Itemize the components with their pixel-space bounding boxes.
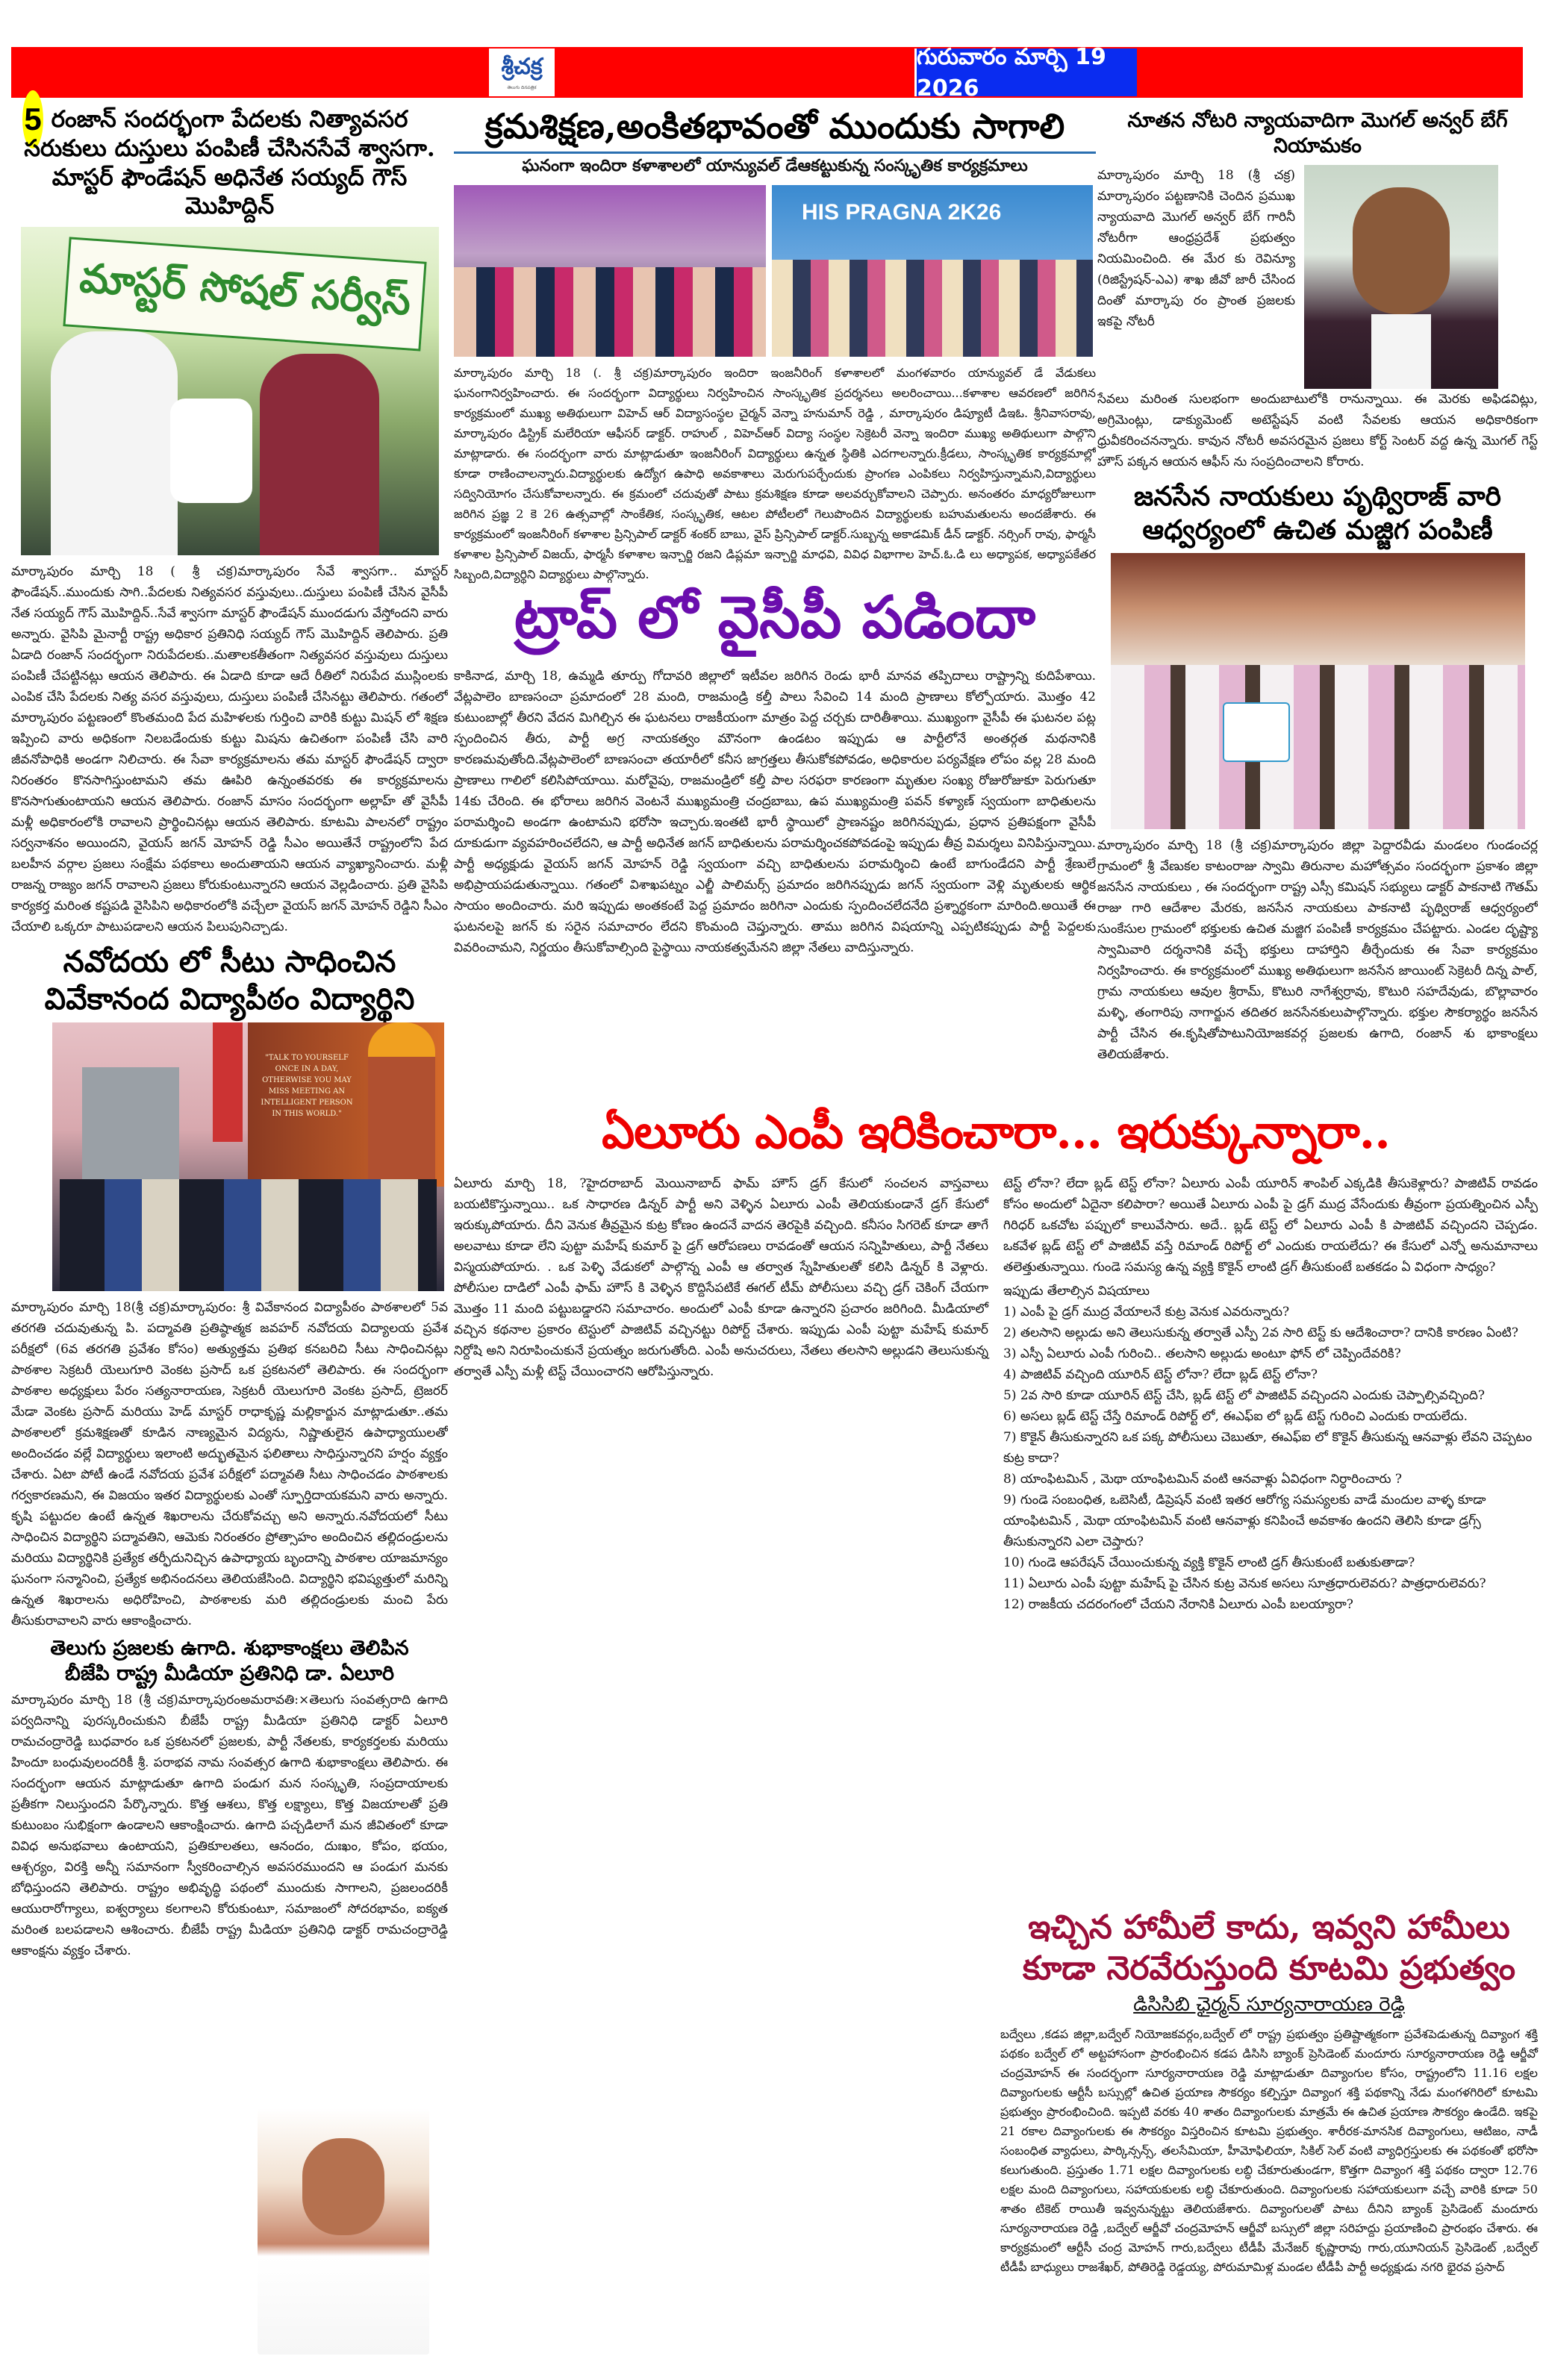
page-number-badge: 5 <box>22 90 43 149</box>
subheadline: ఘనంగా ఇందిరా కళాశాలలో యాన్యువల్ డేఆకట్టుకున్న సంస్కృతిక కార్యక్రమాలు <box>522 156 1028 175</box>
headline: ట్రాప్ లో వైసీపీ పడిందా <box>514 584 1036 652</box>
headline: రంజాన్ సందర్భంగా పేదలకు నిత్యావసర సరుకులు దుస్తులు పంపిణీ చేసినసేవే శ్వాసగా. మాస్టర్ ఫౌండేషన్ అధినేత సయ్యద్ గౌస్ మొహిద్దిన్ <box>24 106 435 220</box>
article-body: మార్కాపురం మార్చి 18 (శ్రీ చక్ర)మార్కాపురంఅమరావతి:×తెలుగు సంవత్సరాది ఉగాది పర్వదినాన్ని పురస్కరించుకుని బీజేపీ రాష్ట్ర మీడియా ప్రతినిధి డాక్టర్ ఏలూరి రామచంద్రారెడ్డి బుధవారం ఒక ప్రకటనలో ప్రజలకు, పార్టీ నేతలకు, కార్యకర్తలకు మరియు హిందూ బంధువులందరికీ శ్రీ. పరాభవ నామ సంవత్సర ఉగాది శుభాకాంక్షలు తెలిపారు. ఈ సందర్భంగా ఆయన మాట్లాడుతూ ఉగాది పండుగ మన సంస్కృతి, సంప్రదాయాలకు ప్రతీకగా నిలుస్తుందని పేర్కొన్నారు. కొత్త ఆశలు, కొత్త లక్ష్యాలు, కొత్త విజయాలతో ప్రతి కుటుంబం సుభిక్షంగా ఉండాలని ఆకాంక్షించారు. ఉగాది పచ్చడిలాగే మన జీవితంలో కూడా వివిధ అనుభవాలు ఉంటాయని, ప్రతికూలతలు, ఆనందం, దుఃఖం, కోపం, భయం, ఆశ్చర్యం, విరక్తి అన్నీ సమానంగా స్వీకరించాల్సిన అవసరముందని ఆ పండుగ మనకు బోధిస్తుందని తెలిపారు. రాష్ట్రం అభివృద్ధి పథంలో ముందుకు సాగాలని, ప్రజలందరికీ ఆయురారోగ్యాలు, ఐశ్వర్యాలు కలగాలని కోరుకుంటూ, సమాజంలో సోదరభావం, ఐక్యత మరింత బలపడాలని ఆశించారు. బీజేపీ రాష్ట్ర మీడియా ప్రతినిధి డాక్టర్ రామచంద్రారెడ్డి ఆకాంక్షను వ్యక్తం చేశారు. <box>11 1692 448 1958</box>
headline: నూతన నోటరి న్యాయవాదిగా మొగల్ అన్వర్ బేగ్ నియామకం <box>1127 109 1508 157</box>
stage-banner: HIS PRAGNA 2K26 <box>802 199 1002 225</box>
group-people <box>60 1179 437 1291</box>
question-item: 1) ఎంపీ పై డ్రగ్ ముద్ర వేయాలనే కుట్ర వెనుక ఎవరున్నారు? <box>1003 1305 1290 1319</box>
article-body-right: టెస్ట్ లోనా? లేదా బ్లడ్ టెస్ట్ లోనా? ఏలూరు ఎంపీ యూరిన్ శాంపిల్ ఎక్కడికి తీసుకెళ్లారు? పాజిటివ్ రావడం కోసం అందులో ఏదైనా కలిపారా? అయితే ఏలూరు ఎంపీ పై డ్రగ్ ముద్ర వేసేందుకు తీవ్రంగా ప్రయత్నించిన ఎస్పీ గిరిధర్ ఒకచోట పప్పులో కాలువేసారు. అదే.. బ్లడ్ టెస్ట్ లో ఏలూరు ఎంపీ కి పాజిటివ్ వచ్చిందని చెప్పడం. ఒకవేళ బ్లడ్ టెస్ట్ లో పాజిటివ్ వస్తే రిమాండ్ రిపోర్ట్ లో ఎందుకు రాయలేదు? ఈ కేసులో ఎన్నో అనుమానాలు తలెత్తుతున్నాయి. గుండె సమస్య ఉన్న వ్యక్తి కొకైన్ లాంటి డ్రగ్ తీసుకుంటే బతకడం ఏ విధంగా సాధ్యం? <box>1003 1176 1538 1275</box>
question-item: 8) యాంఫిటమిన్ , మెథా యాంఫిటమిన్ వంటి ఆనవాళ్లు ఏవిధంగా నిర్ధారించారు ? <box>1003 1472 1403 1487</box>
article-body-left: ఏలూరు మార్చి 18, ?హైదరాబాద్ మెయినాబాద్ ఫామ్ హౌస్ డ్రగ్ కేసులో సంచలన వాస్తవాలు బయటికొస్తున్నాయి.. ఒక సాధారణ డిన్నర్ పార్టీ అని వెళ్ళిన ఏలూరు ఎంపీ తెలియకుండానే డ్రగ్ కేసులో ఇరుక్కుపోయారు. దీని వెనుక తీవ్రమైన కుట్ర కోణం ఉందనే వాదన తెరపైకి వచ్చింది. కనీసం సిగరెట్ కూడా తాగే అలవాటు కూడా లేని పుట్టా మహేష్ కుమార్ పై డ్రగ్ ఆరోపణలు రావడంతో ఆయన సన్నిహితులు, పార్టీ నేతలు విస్మయపోయారు. . ఒక పెళ్ళి వేడుకలో పాల్గొన్న ఎంపీ ఆ తర్వాత స్నేహితులతో కలిసి డిన్నర్ కి వెళ్లారు. పోలీసుల దాడిలో ఎంపీ ఫామ్ హౌస్ కి వెళ్ళిన కొద్దిసేపటికే ఈగల్ టీమ్ పోలీసులు వచ్చి డ్రగ్ చెకింగ్ చేయగా మొత్తం 11 మంది పట్టుబడ్డారని సమాచారం. అందులో ఎంపీ కూడా ఉన్నారని ప్రచారం జరిగింది. మీడియాలో వచ్చిన కథనాల ప్రకారం టెస్టులో పాజిటివ్ వచ్చినట్టు రిపోర్ట్ చేశారు. ఇప్పుడు ఎంపీ పుట్టా మహేష్ కుమార్ నిర్దోషి అని నిరూపించుకునే ప్రయత్నం జరుగుతోంది. ఎంపీ అనుచరులు, నేతలు తలసాని అల్లుడని తెలుసుకున్న తర్వాతే ఎస్పీ మళ్లీ టెస్ట్ చేయించారని ఆరోపిస్తున్నారు. <box>454 1176 988 1379</box>
headline-line-2: కూడా నెరవేరుస్తుంది కూటమి ప్రభుత్వం <box>1022 1949 1516 1987</box>
article-eluru-mp <box>454 1105 1538 1615</box>
question-item: 10) గుండె ఆపరేషన్ చేయించుకున్న వ్యక్తి కొకైన్ లాంటి డ్రగ్ తీసుకుంటే బతుకుతాడా? <box>1003 1555 1415 1570</box>
wall-frame <box>213 1022 243 1142</box>
article-indira-college-annual-day <box>454 105 1096 584</box>
buttermilk-container <box>1223 702 1290 762</box>
divider <box>454 152 1096 154</box>
logo-tagline: తెలుగు దినపత్రిక <box>507 85 537 90</box>
headline-line-1: తెలుగు ప్రజలకు ఉగాది. శుభాకాంక్షలు తెలిపిన <box>50 1637 409 1660</box>
article-coalition-promises <box>1000 1907 1538 2277</box>
gift-bag <box>170 399 252 503</box>
face <box>1353 187 1450 314</box>
issue-date: గురువారం మార్చి 19 2026 <box>914 49 1137 96</box>
article-body: మార్కాపురం మార్చి 18(శ్రీ చక్ర)మార్కాపురం: శ్రీ వివేకానంద విద్యాపీఠం పాఠశాలలో 5వ తరగతి చదువుతున్న పి. పద్మావతి ప్రతిష్ఠాత్మక జవహర్ నవోదయ విద్యాలయ ప్రవేశ పరీక్షలో (6వ తరగతి ప్రవేశం కోసం) అత్యుత్తమ ప్రతిభ కనబరిచి సీటు సాధించినట్లు పాఠశాల సెక్రటరీ యెలుగూరి వెంకట ప్రసాద్ ఒక ప్రకటనలో తెలిపారు. ఈ సందర్భంగా పాఠశాల అధ్యక్షులు పేరం సత్యనారాయణ, సెక్రటరీ యెలుగూరి వెంకట ప్రసాద్, ట్రెజరర్ మేడా వెంకట ప్రసాద్ మరియు హెడ్ మాస్టర్ రాధాకృష్ణ మల్లికార్జున మాట్లాడుతూ..తమ పాఠశాలలో క్రమశిక్షణతో కూడిన నాణ్యమైన విద్యను, నిష్ణాతులైన ఉపాధ్యాయులతో అందించడం వల్లే విద్యార్థులు ఇలాంటి అద్భుతమైన ఫలితాలు సాధిస్తున్నారని హర్షం వ్యక్తం చేశారు. ఏటా పోటీ ఉండే నవోదయ ప్రవేశ పరీక్షలో పద్మావతి సీటు సాధించడం పాఠశాలకు గర్వకారణమని, ఈ విజయం ఇతర విద్యార్థులకు ఎంతో స్ఫూర్తిదాయకమని వారు అన్నారు. కృషి పట్టుదల ఉంటే ఉన్నత శిఖరాలను చేరుకోవచ్చు అని అన్నారు.నవోదయలో సీటు సాధించిన విద్యార్థిని పద్మావతిని, ఆమెకు నిరంతరం ప్రోత్సాహం అందించిన తల్లిదండ్రులను మరియు విద్యార్థినికి ప్రత్యేక తర్ఫీదునిచ్చిన ఉపాధ్యాయ బృందాన్ని పాఠశాల యాజమాన్యం ఘనంగా సన్మానించి, ప్రత్యేక అభినందనలు తెలియజేసింది. విద్యార్థిని భవిష్యత్తులో మరిన్ని ఉన్నత శిఖరాలను అధిరోహించి, పాఠశాలకు మరి తల్లిదండ్రులకు మంచి పేరు తీసుకురావాలని వారు ఆకాంక్షించారు. <box>11 1300 448 1628</box>
article-ugadi-wishes <box>11 1636 448 1961</box>
article-photo-left <box>454 185 766 357</box>
article-body-part-1: మార్కాపురం మార్చి 18 (శ్రీ చక్ర) మార్కాపురం పట్టణానికి చెందిన ప్రముఖ న్యాయవాది మొగల్ అన్వర్ బేగ్ గారినీ నోటరీగా ఆంధ్రప్రదేశ్ ప్రభుత్వం నియమించింది. ఈ మేర కు రెవిన్యూ (రిజిస్ట్రేషన్-ఎఎ) శాఖ జీవో జారీ చేసింద దింతో మార్కాపు రం ప్రాంత ప్రజలకు ఇకపై నోటరీ <box>1097 167 1295 329</box>
portrait-photo <box>1304 165 1498 389</box>
face <box>302 2138 384 2235</box>
right-column <box>1097 101 1538 1065</box>
article-body: మార్కాపురం మార్చి 18 (. శ్రీ చక్ర)మార్కాపురం ఇందిరా ఇంజనీరింగ్ కళాశాలలో మంగళవారం యాన్యువల్ డే వేడుకలు ఘనంగానిర్వహించారు. ఈ సందర్భంగా విద్యార్థులు నిర్వహించిన సాంస్కృతిక ప్రదర్శనలు అలరించాయి...కళాశాల ఆవరణలో జరిగిన కార్యక్రమంలో ముఖ్య అతిథులుగా విహెచ్ ఆర్ విద్యాసంస్థల చైర్మన్ వెన్నా హనుమాన్ రెడ్డి , మార్కాపురం డిప్యూటీ డిఇఓ. శ్రీనివాసరావు, మార్కాపురం డిస్ట్రిక్ మలేరియా ఆఫీసర్ డాక్టర్. రాహుల్ , విహెచ్ఆర్ విద్యా సంస్థల సెక్రెటరీ వెన్నా ఇందిరా ముఖ్య అతిథులుగా పాల్గొని మాట్లాడారు. ఈ సందర్భంగా వారు మాట్లాడుతూ ఇంజనీరింగ్ విద్యార్థులు ఉన్నత స్థితికి ఎదగాలన్నారు.క్రీడలు, సాంస్కృతిక కార్యక్రమాల్లో కూడా రాణించాలన్నారు.విద్యార్థులకు ఉద్యోగ ఉపాధి అవకాశాలు మెరుగుపర్చేందుకు ప్రాంగణ ఎంపికలు నిర్వహిస్తున్నామని,విద్యార్థులు సద్వినియోగం చేసుకోవాలన్నారు. ఈ క్రమంలో చదువుతో పాటు క్రమశిక్షణ కూడా అలవర్చుకోవాలని చెప్పారు. అనంతరం మాధ్యరోజులుగా జరిగిన ప్రజ్ఞ 2 కె 26 ఉత్సవాల్లో సాంకేతిక, సంస్కృతిక, ఆటల పోటీలలో గెలుపొందిన విద్యార్థులకు బహుమతులను అందజేశారు. ఈ కార్యక్రమంలో ఇంజనీరింగ్ కళాశాల ప్రిన్సిపాల్ డాక్టర్ శంకర్ బాబు, వైస్ ప్రిన్సిపాల్ డాక్టర్.సుబ్బన్న అకాడమిక్ డీన్ డాక్టర్. నర్సింగ్ రావు, ఫార్మసీ కళాశాల ప్రిన్సిపాల్ విజయ్, ఫార్మసీ కళాశాల ఇన్చార్జి రజని డిప్లమా ఇన్చార్జి మాధవి, వివిధ విభాగాల హెచ్.ఓ.డి లు అధ్యాపక, అధ్యాపకేతర సిబ్బంది,విద్యార్థిని విద్యార్థులు పాల్గొన్నారు. <box>454 365 1096 581</box>
person-figure <box>260 354 379 555</box>
logo-text: శ్రీచక్ర <box>501 54 543 80</box>
headline-line-2: వివేకానంద విద్యాపీఠం విద్యార్థిని <box>44 981 415 1016</box>
headline-line-1: నవోదయ లో సీటు సాధించిన <box>63 944 396 979</box>
article-body: కాకినాడ, మార్చి 18, ఉమ్మడి తూర్పు గోదావరి జిల్లాలో ఇటీవల జరిగిన రెండు భారీ మానవ తప్పిదాలు రాష్ట్రాన్ని కుదిపేశాయి. వేట్లపాలెం బాణసంచా ప్రమాదంలో 28 మంది, రాజమండ్రి కల్తీ పాలు సేవించి 14 మంది ప్రాణాలు కోల్పోయారు. మొత్తం 42 కుటుంబాల్లో తీరని వేదన మిగిల్చిన ఈ ఘటనలు రాజకీయంగా మాత్రం పెద్ద చర్చకు దారితీశాయి. ముఖ్యంగా వైసీపీ ఈ ఘటనల పట్ల స్పందించిన తీరు, పార్టీ అగ్ర నాయకత్వం మౌనంగా ఉండటం ఇప్పుడు ఆ పార్టీలోనే అంతర్గత మథనానికి కారణమవుతోంది.వేట్లపాలెంలో బాణసంచా తయారీలో కనీస జాగ్రత్తలు తీసుకోకపోవడం, అధికారుల పర్యవేక్షణ లోపం వల్ల 28 మంది ప్రాణాలు గాలిలో కలిసిపోయాయి. మరోవైపు, రాజమండ్రిలో కల్తీ పాల సరఫరా కారణంగా మృతుల సంఖ్య రోజురోజుకూ పెరుగుతూ 14కు చేరింది. ఈ భోరాలు జరిగిన వెంటనే ముఖ్యమంత్రి చంద్రబాబు, ఉప ముఖ్యమంత్రి పవన్ కళ్యాణ్ స్వయంగా బాధితులను పరామర్శించి అండగా ఉంటామని భరోసా ఇచ్చారు.ఇంతటి భారీ స్థాయిలో ప్రాణనష్టం జరిగినప్పుడు, ప్రధాన ప్రతిపక్షంగా వైసీపీ దూకుడుగా వ్యవహరించలేదని, ఆ పార్టీ అధినేత జగన్ బాధితులను పరామర్శించకపోవడంపై ఇప్పుడు తీవ్ర విమర్శలు వినిపిస్తున్నాయి. పార్టీ అధ్యక్షుడు వైయస్ జగన్ మోహన్ రెడ్డి స్వయంగా వచ్చి బాధితులను పరామర్శించి ఉంటే బాగుండేదని పార్టీ శ్రేణులే అభిప్రాయపడుతున్నాయి. గతంలో విశాఖపట్నం ఎల్జీ పాలిమర్స్ ప్రమాదం జరిగినప్పుడు జగన్ స్వయంగా వెళ్లి మృతులకు ఆర్థిక సాయం అందించారు. మరి ఇప్పుడు అంతకంటే పెద్ద ప్రమాదం జరిగినా ఎందుకు స్పందించలేదనేది ప్రశ్నార్థకంగా మారింది.అయితే ఈ ఘటనలపై జగన్ కు సరైన సమాచారం లేదని కొంమంది చెప్తున్నారు. తాము జరిగిన విషయాన్ని ఎప్పటికప్పుడు పార్టీ పెద్దలకు వివరించామని, నిర్ణయం తీసుకోవాల్సింది పైస్థాయి నాయకత్వమేనని జిల్లా నేతలు వాదిస్తున్నారు. <box>454 668 1096 955</box>
article-photo <box>21 227 439 555</box>
byline: డిసిసిబి ఛైర్మన్ సూర్యనారాయణ రెడ్డి <box>1133 1993 1405 2016</box>
question-item: 11) ఏలూరు ఎంపీ పుట్టా మహేష్ పై చేసిన కుట్ర వెనుక అసలు సూత్రధారులెవరు? పాత్రధారులెవరు? <box>1003 1576 1486 1591</box>
article-body: మార్కాపురం మార్చి 18 ( శ్రీ చక్ర)మార్కాపురం సేవే శ్వాసగా.. మాస్టర్ ఫౌండేషన్..ముందుకు సాగి..పేదలకు నిత్యవసర వస్తువులు..దుస్తులు పంపిణీ చేసిన వైసీపీ నేత సయ్యద్ గౌస్ మొహిద్దిన్..సేవే శ్వాసగా మాస్టర్ ఫౌండేషన్ ముందడుగు వేస్తోందని వారు అన్నారు. వైసిపి మైనార్టీ రాష్ట్ర అధికార ప్రతినిధి సయ్యద్ గౌస్ మొహిద్దిన్ తెలిపారు. ప్రతి ఏడాది రంజాన్ సందర్భంగా నిరుపేదలకు..మతాలకతీతంగా నిత్యవసర వస్తువులు దుస్తులు పంపిణీ చేపట్టినట్లు ఆయన తెలిపారు. ఈ ఏడాది కూడా ఆదే రీతిలో నిరుపేద ముస్లింలకు ఎంపిక చేసి పేదలకు నిత్య వసర వస్తువులు, దుస్తులు పంపిణీ చేసినట్టు తెలిపారు. గతంలో మార్కాపురం పట్టణంలో కొంతమంది పేద మహిళలకు గుర్తించి వారికి కుట్టు మిషన్ లో శిక్షణ ఇప్పించి వారు అధికంగా నిలబడేందుకు కుట్టు మిషను ఉచితంగా పంపిణీ చేసి వారి జీవనోపాధికి అండగా నిలిచారు. ఈ సేవా కార్యక్రమాలను తమ మాస్టర్ ఫౌండేషన్ ద్వారా నిరంతరం కొనసాగిస్తుంటామని తమ ఊపిరి ఉన్నంతవరకు ఈ కార్యక్రమాలను కొనసాగుతుంటాయని ఆయన తెలిపారు. రంజాన్ మాసం సందర్భంగా అల్లాహ్ తో వైసీపీ మళ్లీ అధికారంలోకి రావాలని ప్రార్థించినట్లు ఆయన తెలిపారు. కూటమి పాలనలో రాష్ట్రం సర్వనాశనం అయిందని, వైయస్ జగన్ మోహన్ రెడ్డి సీఎం అయితేనే రాష్ట్రంలోని పేద బలహీన వర్గాల ప్రజలు సంక్షేమ పథకాలు అందుతాయని ఆయన వ్యాఖ్యానించారు. మళ్లీ రాజన్న రాజ్యం జగన్ రావాలని ప్రజలు కోరుకుంటున్నారని ఆయన వెల్లడించారు. ప్రతి వైసిపి కార్యకర్త మరింత కష్టపడి వైసిపిని అధికారంలోకి వచ్చేలా వైయస్ జగన్ మోహన్ రెడ్డిని సీఎం చేయాలి ఒక్కరూ పాటుపడాలని ఆయన పిలుపునిచ్చాడు. <box>11 564 448 934</box>
article-ramzan-distribution <box>11 105 448 937</box>
article-body: బద్వేలు ,కడప జిల్లా,బద్వేల్ నియోజకవర్గం,బద్వేల్ లో రాష్ట్ర ప్రభుత్వం ప్రతిష్టాత్మకంగా ప్రవేశపెడుతున్న దివ్యాంగ శక్తి పథకం బద్వేల్ లో అట్టహాసంగా ప్రారంభించిన కడప డిసిసి బ్యాంక్ ప్రెసిడెంట్ మందూరు సూర్యనారాయణ రెడ్డి ఆర్జీవో చంద్రమోహన్ ఈ సందర్భంగా సూర్యనారాయణ రెడ్డి మాట్లాడుతూ దివ్యాంగుల కోసం, రాష్ట్రంలోని 11.16 లక్షల దివ్యాంగులకు ఆర్టీసీ బస్సుల్లో ఉచిత ప్రయాణ సౌకర్యం కల్పిస్తూ దివ్యాంగ శక్తి పథకాన్ని నేడు మంగళగిరిలో కూటమి ప్రభుత్వం ప్రారంభించింది. ఇప్పటి వరకు 40 శాతం దివ్యాంగులకు మాత్రమే ఈ ఉచిత ప్రయాణ సౌకర్యం ఉండేది. ఇకపై 21 రకాల దివ్యాంగులకు ఈ సౌకర్యం విస్తరించిన కూటమి ప్రభుత్వం. శారీరక-మానసిక దివ్యాంగులు, ఆటిజం, నాడీ సంబంధిత వ్యాధులు, పార్కిన్సన్స్, తలసేమియా, హీమోఫిలియా, సికిల్ సెల్ వంటి వ్యాధిగ్రస్తులకు ఈ పథకంతో భరోసా కలుగుతుంది. ప్రస్తుతం 1.71 లక్షల దివ్యాంగులకు లబ్ధి చేకూరుతుండగా, కొత్తగా దివ్యాంగ శక్తి పథకం ద్వారా 12.76 లక్షల మంది దివ్యాంగులు, సహాయకులకు లబ్ధి చేకూరుతుంది. దివ్యాంగులకు సహాయకులుగా వచ్చే వారికి కూడా 50 శాతం టికెట్ రాయితీ ఇవ్వనున్నట్టు తెలియజేశారు. దివ్యాంగులతో పాటు దీనిని బ్యాంక్ ప్రెసిడెంట్ మందూరు సూర్యనారాయణ రెడ్డి ,బద్వేల్ ఆర్జీవో చంద్రమోహన్ ఆర్జీవో బస్సులో జిల్లా సరిహద్దు ప్రయాణించి ప్రారంభం చేశారు. ఈ కార్యక్రమంలో ఆర్టీసీ చంద్ర మోహన్ గారు,బద్వేలు టీడీపీ మేనేజర్ కృష్ణారావు గారు,యూనియన్ ప్రెసిడెంట్ ,బద్వేల్ టీడీపీ బాధ్యులు రాజశేఖర్, పోతిరెడ్డి రెడ్డయ్య, పోరుమామిళ్ల మండల టీడీపీ పార్టీ అధ్యక్షుడు నగరి భైరవ ప్రసాద్ <box>1000 2027 1538 2274</box>
article-navodaya-seat <box>11 943 448 1631</box>
group-people <box>454 267 766 357</box>
question-item: 5) 2వ సారి కూడా యూరిన్ టెస్ట్ చేసి, బ్లడ్ టెస్ట్ లో పాజిటివ్ వచ్చిందని ఎందుకు చెప్పాల్సివచ్చింది? <box>1003 1388 1485 1403</box>
article-photo <box>52 1022 444 1291</box>
article-free-buttermilk <box>1097 480 1538 1065</box>
headline: క్రమశిక్షణ,అంకితభావంతో ముందుకు సాగాలి <box>484 106 1065 146</box>
headline-line-1: జనసేన నాయకులు పృథ్విరాజ్ వారి <box>1133 480 1502 512</box>
article-ycp-trap <box>454 584 1096 958</box>
article-photo-right <box>772 185 1093 357</box>
person-figure <box>51 331 178 555</box>
questions-list <box>1003 1302 1538 1615</box>
left-column <box>11 101 448 2370</box>
question-item: 6) అసలు బ్లడ్ టెస్ట్ చేస్తే రిమాండ్ రిపోర్ట్ లో, ఈఎఫ్ఐ లో బ్లడ్ టెస్ట్ గురించి ఎందుకు రాయలేదు. <box>1003 1409 1468 1424</box>
headline-line-2: ఆధ్వర్యంలో ఉచిత మజ్జిగ పంపిణీ <box>1142 513 1493 546</box>
group-people <box>1111 665 1525 829</box>
banner-in-photo: మాస్టర్ సోషల్ సర్వీస్ <box>63 237 426 351</box>
group-people <box>772 260 1093 357</box>
article-photo <box>1111 553 1525 829</box>
article-notary-appointment <box>1097 108 1538 472</box>
headline-line-2: బీజేపి రాష్ట్ర మీడియా ప్రతినిధి డా. ఏలూరి <box>65 1661 394 1685</box>
refrigerator <box>82 1067 179 1187</box>
headline: ఏలూరు ఎంపీ ఇరికించారా... ఇరుక్కున్నారా.. <box>602 1105 1390 1159</box>
portrait-vivekananda <box>368 1022 435 1179</box>
newspaper-logo <box>489 49 555 96</box>
poster-quote: "TALK TO YOURSELF ONCE IN A DAY, OTHERWISE YOU MAY MISS MEETING AN INTELLIGENT PERSON IN THIS WORLD." <box>261 1054 353 1118</box>
headline-line-1: ఇచ్చిన హామీలే కాదు, ఇవ్వని హామీలు <box>1028 1908 1510 1946</box>
middle-column <box>454 101 1096 958</box>
shirt <box>1371 314 1431 389</box>
question-item: 7) కొకైన్ తీసుకున్నారని ఒక పక్క పోలీసులు చెబుతూ, ఈఎఫ్ఐ లో కొకైన్ తీసుకున్న ఆనవాళ్లు లేవని చెప్పటం కుట్ర కాదా? <box>1003 1430 1533 1466</box>
question-item: 9) గుండె సంబంధిత, ఒబెసిటీ, డిప్రెషన్ వంటి ఇతర ఆరోగ్య సమస్యలకు వాడే మందుల వాళ్ళ కూడా యాంఫిటమిన్ , మెథా యాంఫిటమిన్ వంటి ఆనవాళ్లు కనిపించే అవకాశం ఉందని తెలిసి కూడా డ్రగ్స్ తీసుకున్నారని ఎలా చెప్తారు? <box>1003 1493 1486 1549</box>
question-item: 2) తలసాని అల్లుడు అని తెలుసుకున్న తర్వాతే ఎస్పీ 2వ సారి టెస్ట్ కు ఆదేశించారా? దానికి కారణం ఏంటి? <box>1003 1325 1518 1340</box>
question-item: 3) ఎస్పీ ఏలూరు ఎంపీ గురించి.. తలసాని అల్లుడు అంటూ ఫోన్ లో చెప్పిందేవరికి? <box>1003 1346 1401 1361</box>
question-item: 4) పాజిటివ్ వచ్చింది యూరిన్ టెస్ట్ లోనా? లేదా బ్లడ్ టెస్ట్ లోనా? <box>1003 1367 1318 1382</box>
article-body: మార్కాపురం మార్చి 18 (శ్రీ చక్ర)మార్కాపురం జిల్లా పెద్దారవీడు మండలం గుండంచర్ల గ్రామంలో శ్రీ వేణుకల కాటంరాజు స్వామి తిరునాల మహోత్సవం సందర్భంగా ప్రకాశం జిల్లా జనసేన నాయకులు , ఈ సందర్భంగా రాష్ట్ర ఎస్సీ కమిషన్ సభ్యులు డాక్టర్ పాకనాటి గౌతమ్ రాజు గారి ఆదేశాల మేరకు, జనసేన నాయకులు పాకనాటి పృథ్విరాజ్ ఆధ్వర్యంలో సుంకేసుల గ్రామంలో భక్తులకు ఉచిత మజ్జిగ పంపిణీ కార్యక్రమం చేపట్టారు. ఎండల దృష్ట్యా స్వామివారి దర్శనానికి వచ్చే భక్తులు దాహార్తిని తీర్చేందుకు ఈ సేవా కార్యక్రమం నిర్వహించారు. ఈ కార్యక్రమంలో ముఖ్య అతిథులుగా జనసేన జాయింట్ సెక్రెటరీ దిన్న పాల్, గ్రామ నాయకులు ఆవుల శ్రీరామ్, కొటురి నాగేశ్వర్రావు, కొటురి సహదేవుడు, బొల్లావారం మళ్ళి, తంగారిపు నాగార్జున తదితర జనసేనకులుపాల్గొన్నారు. భక్తుల సౌకర్యార్థం జనసేన పార్టీ చేసిన ఈ.కృషితోపాటునియోజకవర్గ ప్రజలకు ఉగాది, రంజాన్ శు భాకాంక్షలు తెలియజేశారు. <box>1097 837 1538 1062</box>
portrait-photo <box>258 2108 429 2355</box>
article-body-part-2: సేవలు మరింత సులభంగా అందుబాటులోకి రానున్నాయి. ఈ మెరకు అఫిడవిట్లు, అగ్రిమెంట్లు, డాక్యుమెంట్ అటెస్టేషన్ వంటి సేవలకు ఆయన అధికారికంగా ధ్రువీకరించనన్నారు. కావున నోటరీ అవసరమైన ప్రజలు కోర్ట్ సెంటర్ వద్ద ఉన్న మొగల్ గెస్ట్ హౌస్ పక్కన ఆయన ఆఫీస్ ను సంప్రదించాలని కోరారు. <box>1097 391 1538 469</box>
quote-poster <box>248 1022 444 1187</box>
questions-title: ఇప్పుడు తేలాల్సిన విషయాలు <box>1003 1284 1150 1299</box>
question-item: 12) రాజకీయ చదరంగంలో చేయని నేరానికి ఏలూరు ఎంపీ బలయ్యారా? <box>1003 1597 1353 1612</box>
